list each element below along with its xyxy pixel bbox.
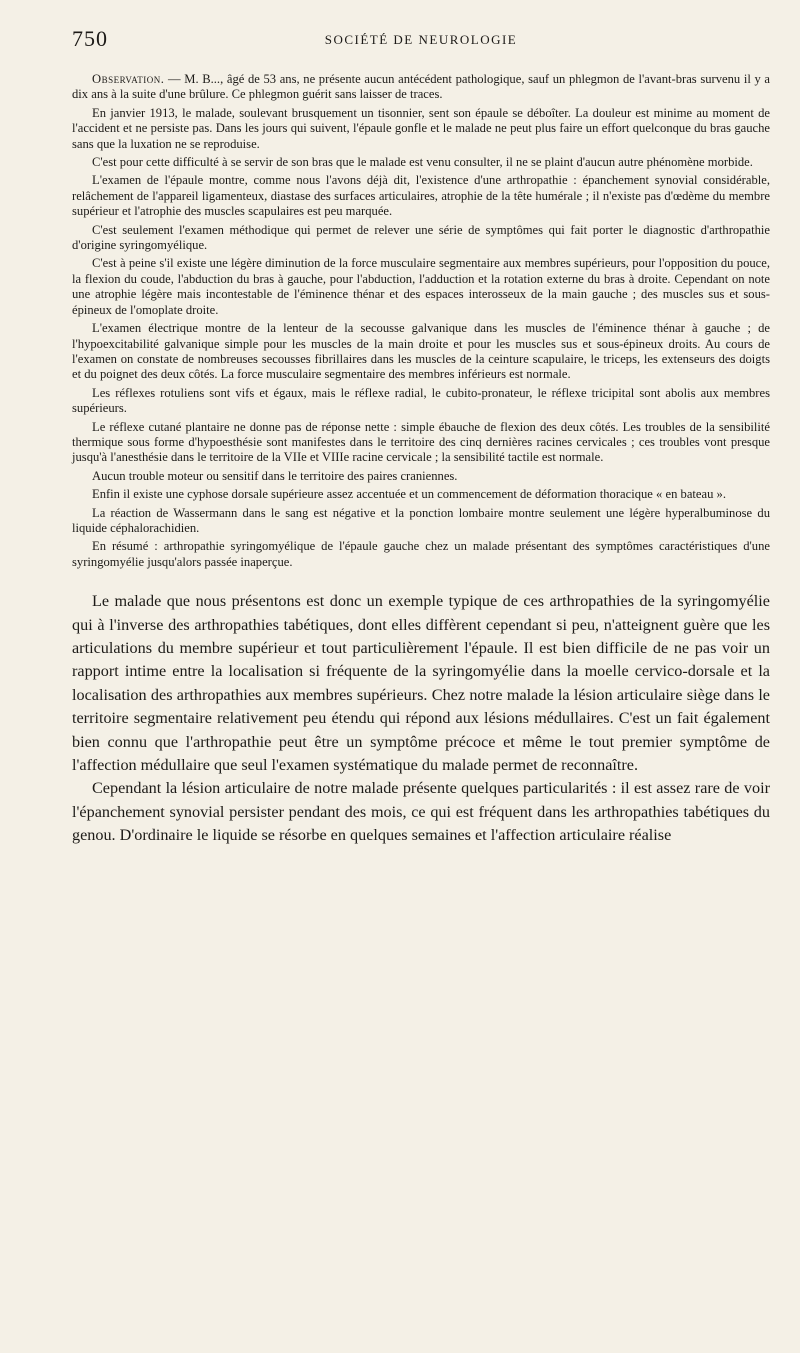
page-number: 750 bbox=[72, 26, 108, 51]
observation-paragraph: C'est seulement l'examen méthodique qui permet de relever une série de symptômes qui fait porter le diagnostic d'arthropathie d'origine syringomyélique. bbox=[72, 222, 770, 253]
running-title: SOCIÉTÉ DE NEUROLOGIE bbox=[324, 32, 518, 47]
observation-paragraph: Les réflexes rotuliens sont vifs et égaux, mais le réflexe radial, le cubito-pronateur, le réflexe tricipital sont abolis aux membres supérieurs. bbox=[72, 385, 770, 416]
observation-paragraph bbox=[72, 72, 770, 103]
observation-paragraph: En résumé : arthropathie syringomyélique de l'épaule gauche chez un malade présentant des symptômes caractéristiques d'une syringomyélie jusqu'alors passée inaperçue. bbox=[72, 539, 770, 569]
page-header bbox=[72, 22, 770, 52]
observation-paragraph: En janvier 1913, le malade, soulevant brusquement un tisonnier, sent son épaule se déboîter. La douleur est minime au moment de l'accident et ne persiste pas. Dans les jours qui suivent, l'épaule gonfle et le malade ne peut plus faire un effort quelconque du bras gauche sans que la luxation ne se reproduise. bbox=[72, 105, 770, 151]
observation-paragraph: L'examen de l'épaule montre, comme nous l'avons déjà dit, l'existence d'une arthropathie : épanchement synovial considérable, relâchement de l'appareil ligamenteux, diastase des surfaces articulaires, atrophie de la tête humérale ; il n'existe pas d'œdème du membre supérieur et l'atrophie des muscles scapulaires est peu marquée. bbox=[72, 173, 770, 219]
discussion-paragraph: Le malade que nous présentons est donc un exemple typique de ces arthropathies de la syringomyélie qui à l'inverse des arthropathies tabétiques, dont elles diffèrent cependant si peu, n'atteignent guère que les articulations du membre supérieur et tout particulièrement l'épaule. Il est bien difficile de ne pas voir un rapport intime entre la localisation si fréquente de la syringomyélie dans la moelle cervico-dorsale et la localisation des arthropathies aux membres supérieurs. Chez notre malade la lésion articulaire siège dans le territoire segmentaire relativement peu étendu qui répond aux lésions médullaires. C'est un fait également bien connu que l'arthropathie peut être un symptôme précoce et même le tout premier symptôme de l'affection médullaire que seul l'examen systématique du malade permet de reconnaître. bbox=[72, 592, 770, 775]
observation-paragraph: C'est à peine s'il existe une légère diminution de la force musculaire segmentaire aux membres supérieurs, pour l'opposition du pouce, la flexion du coude, l'abduction du bras à gauche, pour l'abduction, l'adduction et la rotation externe du bras à droite. Cependant on note une atrophie légère mais incontestable de l'éminence thénar et des espaces interosseux de la main gauche ; des muscles sus et sous-épineux de l'omoplate droite. bbox=[72, 256, 770, 317]
paragraph-text: — M. B..., âgé de 53 ans, ne présente aucun antécédent pathologique, sauf un phlegmon de l'avant-bras survenu il y a dix ans à la suite d'une brûlure. Ce phlegmon guérit sans laisser de traces. bbox=[72, 72, 770, 102]
observation-paragraph: C'est pour cette difficulté à se servir de son bras que le malade est venu consulter, il ne se plaint d'aucun autre phénomène morbide. bbox=[92, 155, 753, 170]
observation-paragraph: La réaction de Wassermann dans le sang est négative et la ponction lombaire montre seulement une légère hyperalbuminose du liquide céphalorachidien. bbox=[72, 505, 770, 535]
observation-section bbox=[72, 72, 770, 570]
discussion-paragraph: Cependant la lésion articulaire de notre malade présente quelques particularités : il est assez rare de voir l'épanchement synovial persister pendant des mois, ce qui est fréquent dans les arthropathies tabétiques du genou. D'ordinaire le liquide se résorbe en quelques semaines et l'affection articulaire réalise bbox=[72, 779, 770, 845]
observation-label: Observation. bbox=[92, 72, 165, 86]
discussion-section bbox=[72, 590, 770, 847]
observation-paragraph: L'examen électrique montre de la lenteur de la secousse galvanique dans les muscles de l'éminence thénar à gauche ; de l'hypoexcitabilité galvanique simple pour les muscles de la main droite et pour les muscles sus et sous-épineux droits. Au cours de l'examen on constate de nombreuses secousses fibrillaires dans les muscles de la ceinture scapulaire, le triceps, les extenseurs des doigts et du poignet des deux côtés. La force musculaire segmentaire des membres inférieurs est normale. bbox=[72, 321, 770, 382]
observation-paragraph: Enfin il existe une cyphose dorsale supérieure assez accentuée et un commencement de déformation thoracique « en bateau ». bbox=[92, 487, 726, 502]
observation-paragraph: Aucun trouble moteur ou sensitif dans le territoire des paires craniennes. bbox=[92, 468, 458, 483]
observation-paragraph: Le réflexe cutané plantaire ne donne pas de réponse nette : simple ébauche de flexion des deux côtés. Les troubles de la sensibilité thermique sous forme d'hypoesthésie sont manifestes dans le territoire des cinq dernières racines cervicales ; ces troubles vont presque jusqu'à l'anesthésie dans le territoire de la VIIe et VIIIe racine cervicale ; la sensibilité tactile est normale. bbox=[72, 419, 770, 465]
